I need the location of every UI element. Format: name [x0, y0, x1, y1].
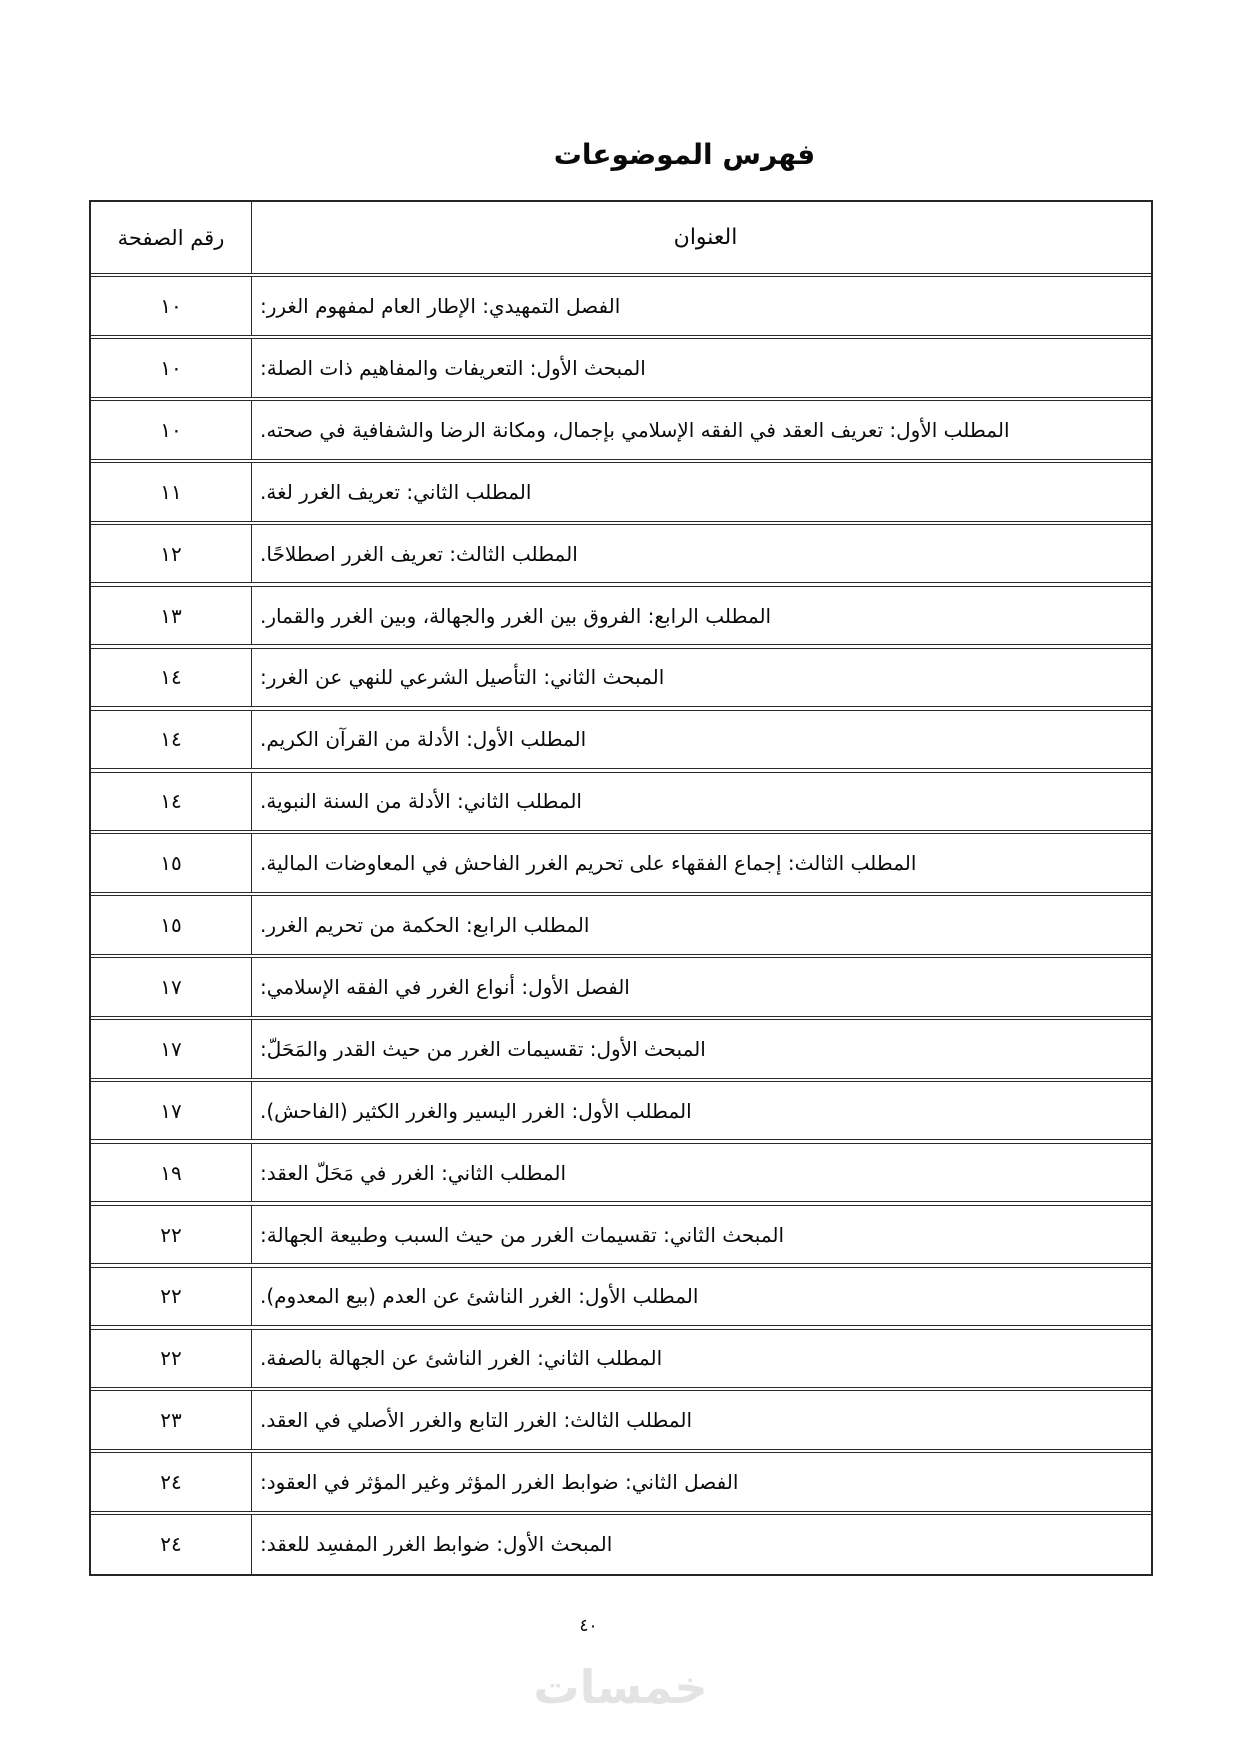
toc-row [91, 1514, 1151, 1574]
header-title-column: العنوان [673, 225, 738, 250]
toc-row-title: المبحث الأول: التعريفات والمفاهيم ذات الصلة: [260, 356, 646, 381]
toc-row-page-number: ١٤ [91, 649, 252, 707]
header-page-number-column: رقم الصفحة [91, 202, 252, 273]
toc-row-title: الفصل الثاني: ضوابط الغرر المؤثر وغير المؤثر في العقود: [260, 1470, 739, 1495]
toc-row-title: المطلب الأول: الغرر اليسير والغرر الكثير (الفاحش). [260, 1098, 692, 1123]
toc-row [91, 1143, 1151, 1203]
toc-row [91, 462, 1151, 522]
toc-row-page-number: ١٧ [91, 1020, 252, 1078]
toc-row-page-number: ١٠ [91, 277, 252, 335]
toc-row-title: المطلب الثالث: تعريف الغرر اصطلاحًا. [260, 541, 578, 566]
toc-row [91, 276, 1151, 336]
toc-row-page-number: ١٣ [91, 587, 252, 645]
toc-row-page-number: ٢٢ [91, 1268, 252, 1326]
toc-row [91, 957, 1151, 1017]
toc-row [91, 524, 1151, 584]
toc-row-page-number: ١٥ [91, 834, 252, 892]
toc-row-title: المبحث الثاني: التأصيل الشرعي للنهي عن الغرر: [260, 665, 665, 690]
toc-row-page-number: ١٠ [91, 401, 252, 459]
toc-row-page-number: ١٥ [91, 896, 252, 954]
toc-row [91, 1329, 1151, 1389]
page-title: فهرس الموضوعات [553, 138, 816, 171]
toc-row [91, 1019, 1151, 1079]
toc-row-title: المطلب الرابع: الحكمة من تحريم الغرر. [260, 913, 590, 938]
toc-table [89, 200, 1153, 1576]
toc-row-title: الفصل التمهيدي: الإطار العام لمفهوم الغرر: [260, 294, 621, 319]
toc-row-title: الفصل الأول: أنواع الغرر في الفقه الإسلامي: [260, 974, 630, 999]
toc-row [91, 648, 1151, 708]
toc-row [91, 400, 1151, 460]
toc-row-page-number: ١٢ [91, 525, 252, 583]
toc-row-page-number: ١٠ [91, 339, 252, 397]
toc-row-page-number: ١٤ [91, 773, 252, 831]
toc-row [91, 772, 1151, 832]
toc-row-page-number: ٢٤ [91, 1453, 252, 1511]
toc-row-page-number: ١٧ [91, 1082, 252, 1140]
toc-row-title: المبحث الأول: ضوابط الغرر المفسِد للعقد: [260, 1532, 613, 1557]
toc-row-page-number: ٢٣ [91, 1391, 252, 1449]
toc-row [91, 1390, 1151, 1450]
toc-row-title: المطلب الثاني: تعريف الغرر لغة. [260, 479, 532, 504]
toc-row [91, 338, 1151, 398]
toc-row-page-number: ١٧ [91, 958, 252, 1016]
toc-row [91, 895, 1151, 955]
toc-row-title: المطلب الثالث: الغرر التابع والغرر الأصلي في العقد. [260, 1408, 693, 1433]
toc-row [91, 1081, 1151, 1141]
toc-row [91, 586, 1151, 646]
toc-row [91, 710, 1151, 770]
khamsat-watermark: خمسات [533, 1660, 708, 1714]
toc-row-page-number: ١٩ [91, 1144, 252, 1202]
toc-row-title: المطلب الثالث: إجماع الفقهاء على تحريم الغرر الفاحش في المعاوضات المالية. [260, 851, 917, 876]
toc-row [91, 833, 1151, 893]
toc-row-page-number: ١١ [91, 463, 252, 521]
toc-row [91, 1452, 1151, 1512]
toc-row-title: المطلب الأول: الغرر الناشئ عن العدم (بيع المعدوم). [260, 1284, 699, 1309]
toc-header-row [91, 202, 1151, 274]
toc-row-title: المطلب الأول: الأدلة من القرآن الكريم. [260, 727, 587, 752]
toc-row [91, 1267, 1151, 1327]
toc-row-title: المطلب الثاني: الغرر الناشئ عن الجهالة بالصفة. [260, 1346, 663, 1371]
toc-row-title: المطلب الرابع: الفروق بين الغرر والجهالة، وبين الغرر والقمار. [260, 603, 772, 628]
toc-row-page-number: ٢٢ [91, 1206, 252, 1264]
toc-row-title: المبحث الثاني: تقسيمات الغرر من حيث السبب وطبيعة الجهالة: [260, 1222, 785, 1247]
toc-row-title: المطلب الثاني: الأدلة من السنة النبوية. [260, 789, 582, 814]
toc-row [91, 1205, 1151, 1265]
toc-row-title: المطلب الأول: تعريف العقد في الفقه الإسلامي بإجمال، ومكانة الرضا والشفافية في صحته. [260, 417, 1010, 442]
toc-row-page-number: ٢٤ [91, 1515, 252, 1574]
footer-page-number: ٤٠ [579, 1616, 598, 1636]
toc-row-page-number: ١٤ [91, 711, 252, 769]
toc-row-title: المطلب الثاني: الغرر في مَحَلّ العقد: [260, 1160, 567, 1185]
toc-row-title: المبحث الأول: تقسيمات الغرر من حيث القدر والمَحَلّ: [260, 1036, 706, 1061]
toc-row-page-number: ٢٢ [91, 1330, 252, 1388]
